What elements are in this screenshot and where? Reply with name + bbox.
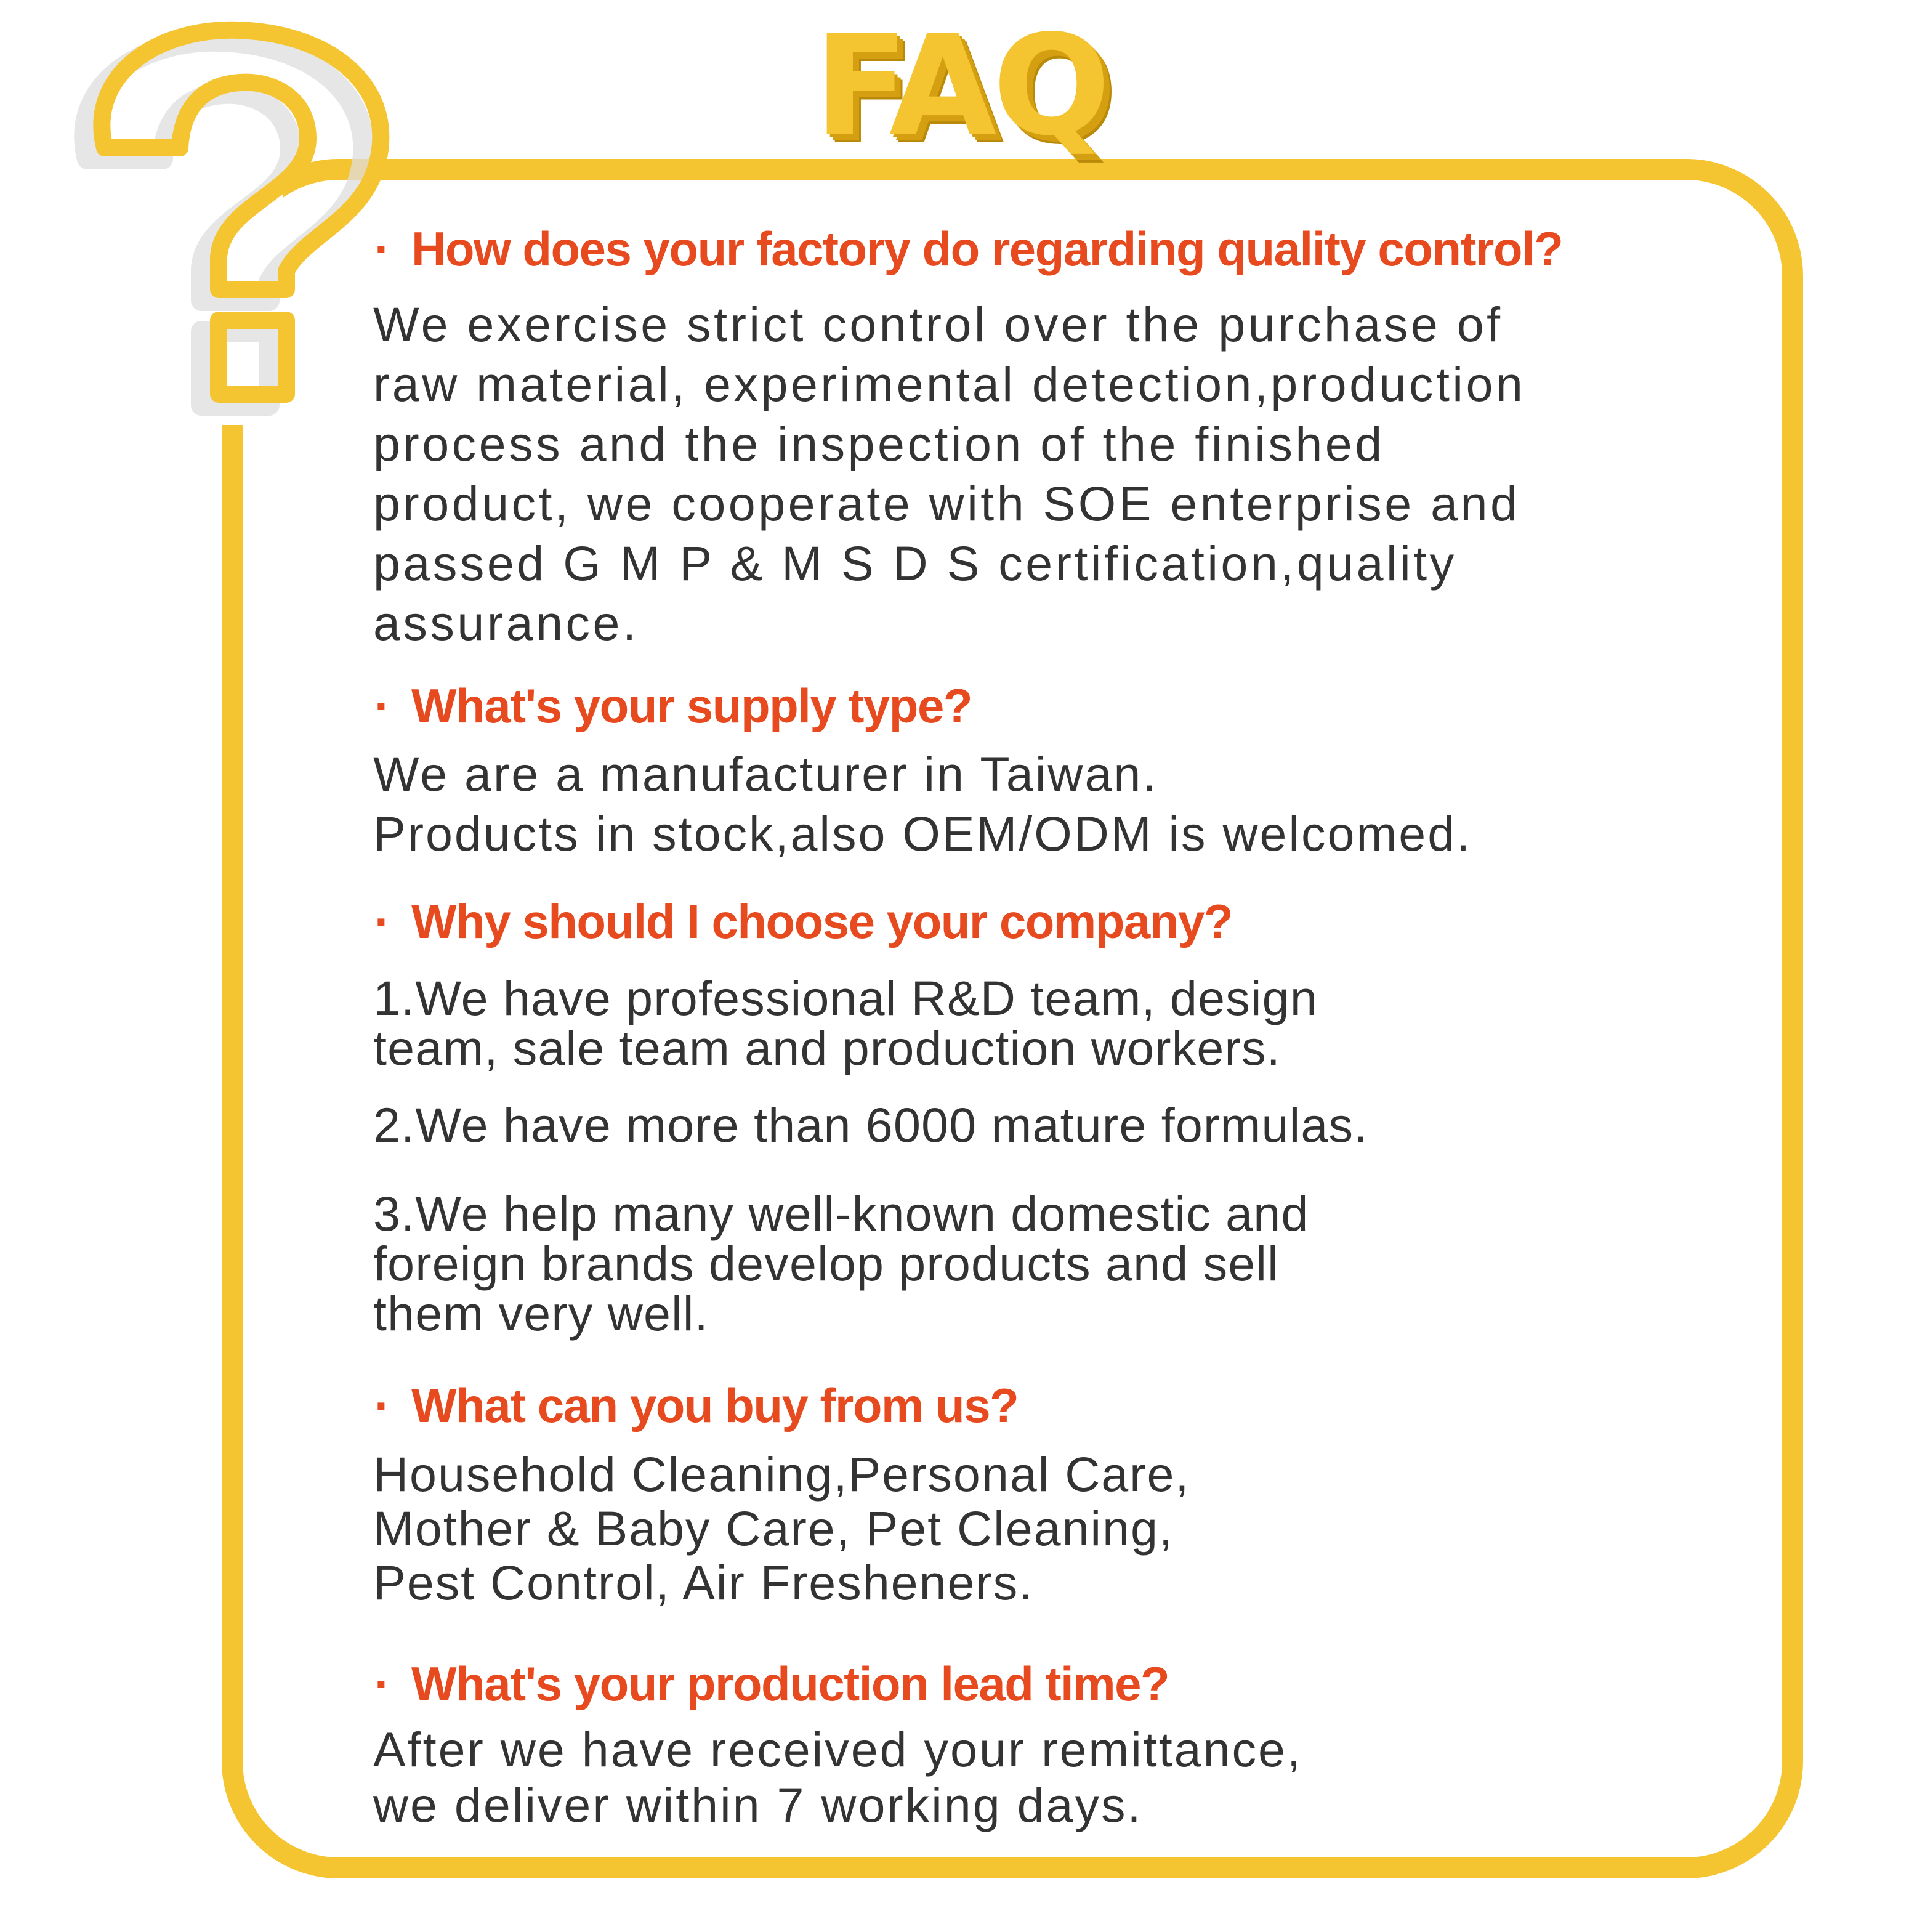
bullet-dot: · xyxy=(374,894,390,948)
answer-line: team, sale team and production workers. xyxy=(373,1021,1281,1075)
faq-answer-1 xyxy=(373,294,1525,653)
faq-answer-3-point-3 xyxy=(373,1186,1309,1341)
bullet-dot: · xyxy=(374,679,390,733)
answer-line: product, we cooperate with SOE enterprise and xyxy=(373,476,1520,531)
answer-line: foreign brands develop products and sell xyxy=(373,1236,1279,1291)
answer-line: Mother & Baby Care, Pet Cleaning, xyxy=(373,1501,1174,1556)
question-text: What can you buy from us? xyxy=(411,1378,1019,1433)
answer-line: After we have received your remittance, xyxy=(373,1722,1302,1777)
faq-answer-2 xyxy=(373,744,1472,863)
faq-question-4 xyxy=(374,1376,1018,1435)
answer-line: process and the inspection of the finished xyxy=(373,416,1385,471)
answer-line: raw material, experimental detection,production xyxy=(373,357,1526,411)
faq-answer-3 xyxy=(373,973,1318,1073)
answer-line: Household Cleaning,Personal Care, xyxy=(373,1447,1190,1502)
answer-line: them very well. xyxy=(373,1286,709,1341)
bullet-dot: · xyxy=(374,1378,390,1433)
answer-line: passed G M P & M S D S certification,quality xyxy=(373,536,1457,591)
question-text: How does your factory do regarding quality control? xyxy=(411,222,1563,276)
faq-answer-3-point-2 xyxy=(373,1097,1368,1152)
answer-line: Pest Control, Air Fresheners. xyxy=(373,1555,1034,1610)
faq-question-5 xyxy=(374,1654,1169,1713)
question-text: What's your supply type? xyxy=(411,679,972,733)
question-text: Why should I choose your company? xyxy=(411,894,1232,948)
answer-line: 1.We have professional R&D team, design xyxy=(373,971,1318,1025)
answer-line: 2.We have more than 6000 mature formulas. xyxy=(373,1097,1368,1152)
faq-question-1 xyxy=(374,219,1562,278)
bullet-dot: · xyxy=(374,1657,390,1711)
answer-line: We are a manufacturer in Taiwan. xyxy=(373,746,1158,801)
faq-answer-4 xyxy=(373,1447,1190,1610)
question-text: What's your production lead time? xyxy=(411,1657,1169,1711)
answer-line: Products in stock,also OEM/ODM is welcomed. xyxy=(373,806,1472,861)
page-title: FAQ xyxy=(814,6,1107,167)
faq-question-2 xyxy=(374,676,972,735)
answer-line: we deliver within 7 working days. xyxy=(373,1777,1143,1832)
question-mark-icon xyxy=(37,6,419,431)
faq-answer-5 xyxy=(373,1722,1302,1833)
faq-question-3 xyxy=(374,892,1232,951)
bullet-dot: · xyxy=(374,222,390,276)
answer-line: 3.We help many well-known domestic and xyxy=(373,1186,1309,1241)
answer-line: We exercise strict control over the purchase of xyxy=(373,297,1503,352)
answer-line: assurance. xyxy=(373,596,639,650)
